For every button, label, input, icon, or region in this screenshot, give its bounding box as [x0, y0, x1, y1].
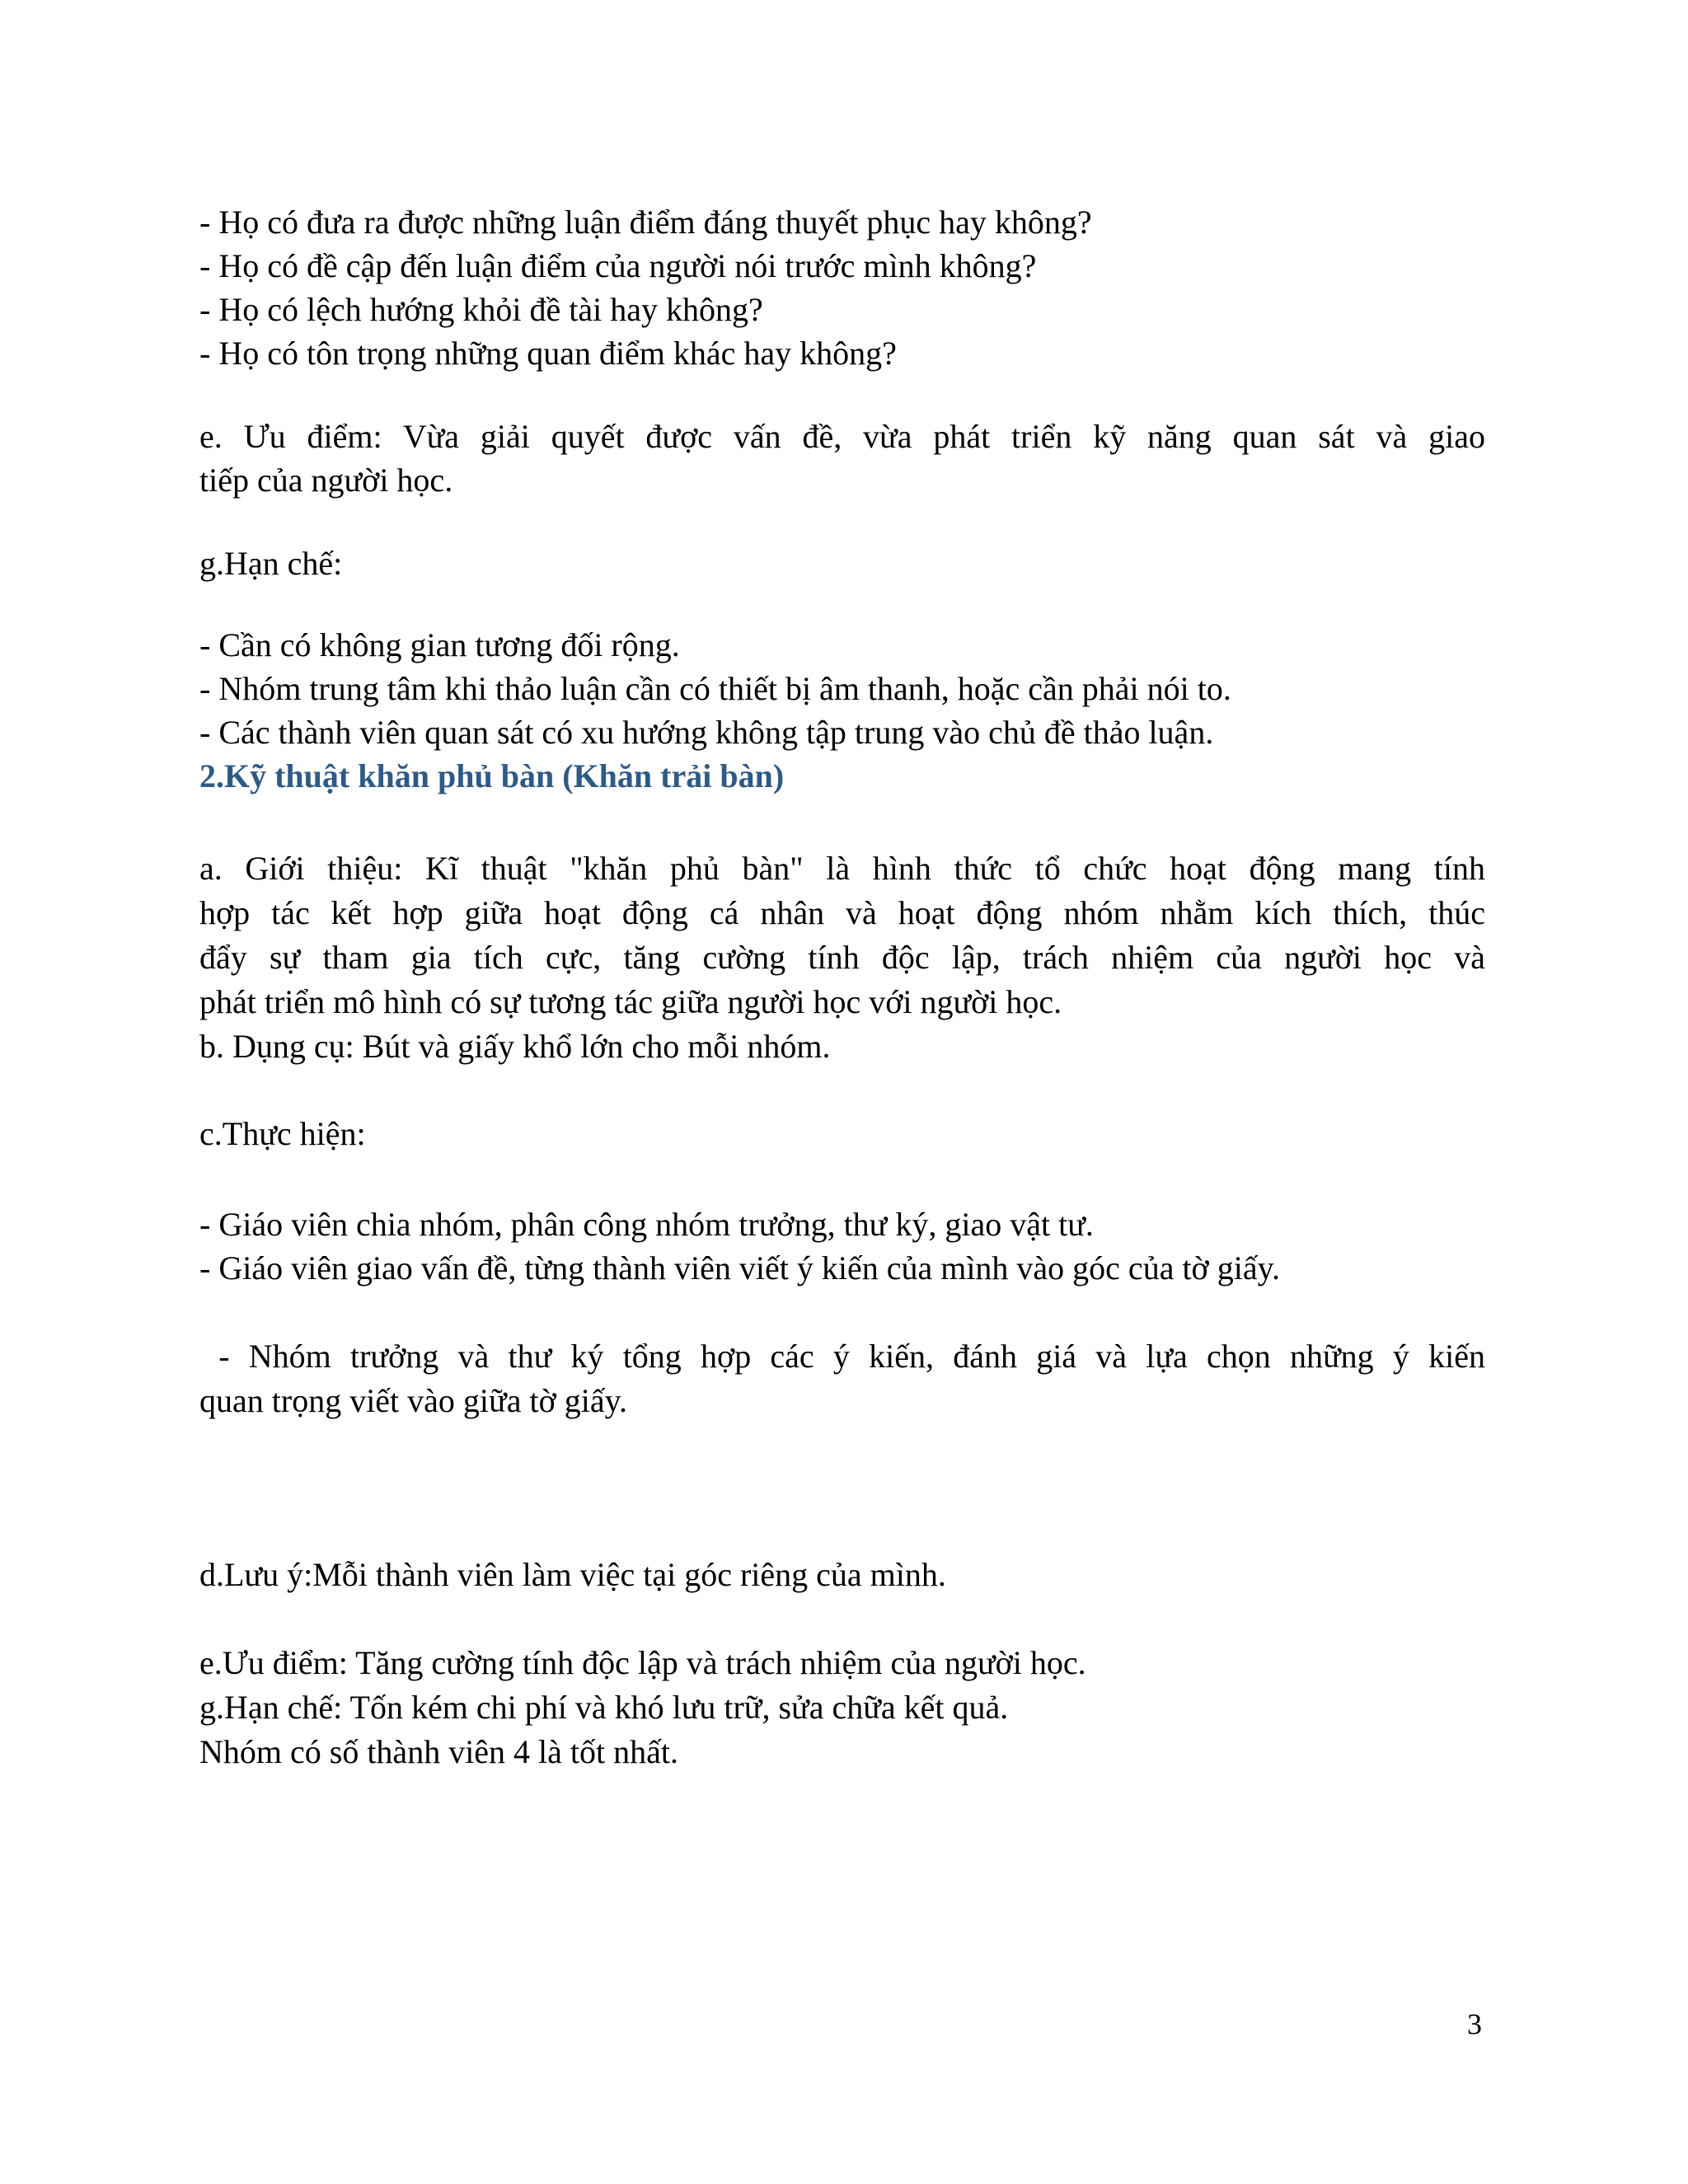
limitation-item-1: - Cần có không gian tương đối rộng. [199, 626, 680, 663]
question-line-2: - Họ có đề cập đến luận điểm của người nói trước mình không? [199, 247, 1037, 284]
implementation-item-1: - Giáo viên chia nhóm, phân công nhóm trưởng, thư ký, giao vật tư. [199, 1206, 1094, 1243]
limitation-line: g.Hạn chế: Tốn kém chi phí và khó lưu trữ, sửa chữa kết quả. [199, 1689, 1009, 1726]
advantage-line: e.Ưu điểm: Tăng cường tính độc lập và trách nhiệm của người học. [199, 1644, 1086, 1681]
page-number: 3 [1467, 2008, 1482, 2041]
advantage-paragraph-line-1: e. Ưu điểm: Vừa giải quyết được vấn đề, vừa phát triển kỹ năng quan sát và giao [199, 418, 1485, 455]
intro-paragraph-line-4: phát triển mô hình có sự tương tác giữa người học với người học. [199, 983, 1062, 1020]
implementation-item-2: - Giáo viên giao vấn đề, từng thành viên viết ý kiến của mình vào góc của tờ giấy. [199, 1249, 1280, 1286]
section-heading: 2.Kỹ thuật khăn phủ bàn (Khăn trải bàn) [199, 757, 785, 794]
group-size-line: Nhóm có số thành viên 4 là tốt nhất. [199, 1733, 679, 1770]
tools-line: b. Dụng cụ: Bút và giấy khổ lớn cho mỗi nhóm. [199, 1028, 831, 1065]
limitation-item-3: - Các thành viên quan sát có xu hướng không tập trung vào chủ đề thảo luận. [199, 714, 1214, 751]
intro-paragraph-line-2: hợp tác kết hợp giữa hoạt động cá nhân và hoạt động nhóm nhằm kích thích, thúc [199, 894, 1485, 931]
question-line-4: - Họ có tôn trọng những quan điểm khác hay không? [199, 335, 897, 372]
implementation-heading: c.Thực hiện: [199, 1115, 366, 1152]
question-line-1: - Họ có đưa ra được những luận điểm đáng thuyết phục hay không? [199, 204, 1092, 241]
note-line: d.Lưu ý:Mỗi thành viên làm việc tại góc riêng của mình. [199, 1556, 946, 1593]
implementation-item-3-line-2: quan trọng viết vào giữa tờ giấy. [199, 1382, 628, 1419]
intro-paragraph-line-1: a. Giới thiệu: Kĩ thuật "khăn phủ bàn" là hình thức tổ chức hoạt động mang tính [199, 850, 1485, 887]
implementation-item-3-line-1: - Nhóm trưởng và thư ký tổng hợp các ý kiến, đánh giá và lựa chọn những ý kiến [199, 1338, 1485, 1375]
limitation-item-2: - Nhóm trung tâm khi thảo luận cần có thiết bị âm thanh, hoặc cần phải nói to. [199, 670, 1231, 707]
advantage-paragraph-line-2: tiếp của người học. [199, 462, 453, 499]
question-line-3: - Họ có lệch hướng khỏi đề tài hay không? [199, 291, 763, 328]
intro-paragraph-line-3: đẩy sự tham gia tích cực, tăng cường tính độc lập, trách nhiệm của người học và [199, 939, 1485, 976]
limitation-heading: g.Hạn chế: [199, 545, 343, 582]
